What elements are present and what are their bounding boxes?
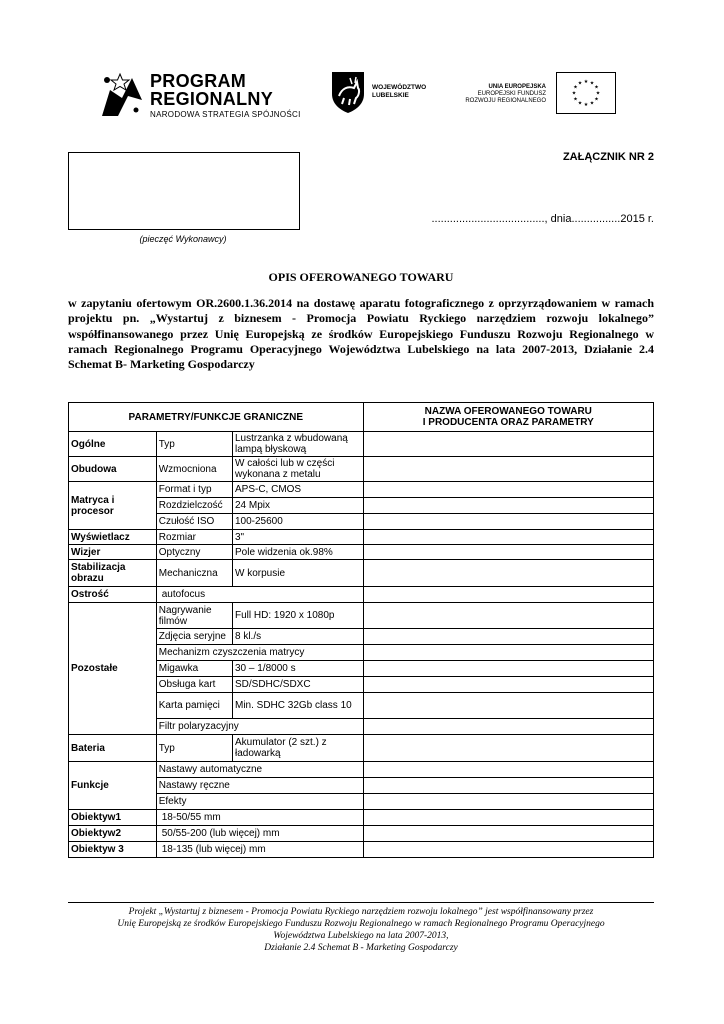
offer-cell[interactable] (363, 482, 653, 498)
header-offered-goods (363, 403, 653, 432)
table-row (69, 457, 654, 482)
contractor-stamp-box (68, 152, 300, 230)
stamp-caption: (pieczęć Wykonawcy) (139, 234, 227, 244)
offer-cell[interactable] (363, 432, 653, 457)
svg-text:★: ★ (589, 100, 595, 107)
footer-divider (68, 902, 654, 903)
offer-cell[interactable] (363, 545, 653, 560)
value-cell: Lustrzanka z wbudowaną lampą błyskową (232, 432, 363, 457)
table-row (69, 482, 654, 498)
svg-text:★: ★ (583, 79, 589, 85)
value-cell: W korpusie (232, 560, 363, 587)
offer-cell[interactable] (363, 530, 653, 545)
offer-cell[interactable] (363, 842, 653, 858)
param-cell: Typ (156, 432, 232, 457)
table-row (69, 498, 654, 514)
param-cell: Format i typ (156, 482, 232, 498)
svg-text:★: ★ (577, 100, 583, 107)
offer-cell[interactable] (363, 719, 653, 735)
param-cell: Mechaniczna (156, 560, 232, 587)
program-regionalny-logo (98, 66, 308, 126)
table-row (69, 629, 654, 645)
category-cell: Matryca i procesor (69, 482, 157, 530)
annex-label: ZAŁĄCZNIK NR 2 (562, 151, 654, 163)
table-row (69, 735, 654, 762)
category-cell: Funkcje (69, 762, 157, 810)
category-cell: Ostrość (69, 587, 157, 603)
category-cell: Bateria (69, 735, 157, 762)
param-cell: Karta pamięci (156, 693, 232, 719)
eu-line2: EUROPEJSKI FUNDUSZ (477, 91, 546, 97)
table-row (69, 794, 654, 810)
value-cell: Pole widzenia ok.98% (232, 545, 363, 560)
offer-cell[interactable] (363, 645, 653, 661)
category-cell: Obiektyw2 (69, 826, 157, 842)
table-row (69, 432, 654, 457)
svg-text:★: ★ (594, 96, 599, 103)
wojewodztwo-lubelskie-logo (330, 70, 440, 116)
param-cell: Migawka (156, 661, 232, 677)
voivodeship-logo-text (372, 84, 426, 100)
table-row (69, 514, 654, 530)
header-offered-line2: I PRODUCENTA ORAZ PARAMETRY (422, 417, 594, 428)
category-cell: Obiektyw1 (69, 810, 157, 826)
date-line: ....................................., dnia................2015 r. (431, 213, 654, 225)
offer-cell[interactable] (363, 514, 653, 530)
value-cell: 3" (232, 530, 363, 545)
svg-text:★: ★ (583, 102, 589, 108)
table-row (69, 762, 654, 778)
category-cell: Pozostałe (69, 603, 157, 735)
table-row (69, 545, 654, 560)
footer (60, 906, 662, 954)
voivodeship-line2: LUBELSKIE (372, 92, 409, 99)
table-row (69, 693, 654, 719)
value-cell: 18-135 (lub więcej) mm (156, 842, 363, 858)
value-cell: 50/55-200 (lub więcej) mm (156, 826, 363, 842)
footer-line2: Unię Europejską ze środków Europejskiego Funduszu Rozwoju Regionalnego w ramach Regionalnego Programu Operacyjnego (117, 919, 605, 929)
footer-line1: Projekt „Wystartuj z biznesem - Promocja Powiatu Ryckiego narzędziem rozwoju lokalnego” jest współfinansowany przez (128, 907, 594, 917)
program-star-icon (98, 70, 144, 118)
offer-cell[interactable] (363, 677, 653, 693)
table-row (69, 842, 654, 858)
svg-text:★: ★ (573, 84, 578, 91)
value-cell: Akumulator (2 szt.) z ładowarką (232, 735, 363, 762)
svg-text:★: ★ (589, 80, 595, 87)
program-logo-line1: PROGRAM (150, 71, 247, 91)
category-cell: Ogólne (69, 432, 157, 457)
offer-cell[interactable] (363, 810, 653, 826)
header-offered-line1: NAZWA OFEROWANEGO TOWARU (424, 406, 592, 417)
program-logo-line2: REGIONALNY (150, 89, 274, 109)
value-cell: SD/SDHC/SDXC (232, 677, 363, 693)
param-cell: Obsługa kart (156, 677, 232, 693)
intro-paragraph: w zapytaniu ofertowym OR.2600.1.36.2014 na dostawę aparatu fotograficznego z oprzyrządowaniem w ramach projektu pn. „Wystartuj z biznesem - Promocja Powiatu Ryckiego narzędziem rozwoju lokalnego” współfinansowanego przez Unię Europejską ze środków Europejskiego Funduszu Rozwoju Regionalnego w ramach Regionalnego Programu Operacyjnego Województwa Lubelskiego na lata 2007-2013, Działanie 2.4 Schemat B- Marketing Gospodarczy (68, 296, 654, 372)
svg-text:★: ★ (594, 84, 599, 91)
value-cell: Min. SDHC 32Gb class 10 (232, 693, 363, 719)
table-row (69, 560, 654, 587)
category-cell: Stabilizacja obrazu (69, 560, 157, 587)
offer-cell[interactable] (363, 457, 653, 482)
param-cell: Wzmocniona (156, 457, 232, 482)
param-cell: Nastawy automatyczne (156, 762, 363, 778)
value-cell: 100-25600 (232, 514, 363, 530)
eu-logo-text (458, 84, 546, 105)
param-cell: Efekty (156, 794, 363, 810)
offer-cell[interactable] (363, 603, 653, 629)
value-cell: 30 – 1/8000 s (232, 661, 363, 677)
table-row (69, 587, 654, 603)
table-header-row (69, 403, 654, 432)
value-cell: 24 Mpix (232, 498, 363, 514)
value-cell: autofocus (156, 587, 363, 603)
param-cell: Rozmiar (156, 530, 232, 545)
offer-cell[interactable] (363, 693, 653, 719)
param-cell: Czułość ISO (156, 514, 232, 530)
table-row (69, 661, 654, 677)
table-row (69, 645, 654, 661)
table-row (69, 826, 654, 842)
offer-cell[interactable] (363, 661, 653, 677)
header-parameters: PARAMETRY/FUNKCJE GRANICZNE (69, 403, 364, 432)
table-row (69, 778, 654, 794)
category-cell: Obudowa (69, 457, 157, 482)
category-cell: Obiektyw 3 (69, 842, 157, 858)
lubelskie-shield-icon (330, 70, 366, 114)
param-cell: Filtr polaryzacyjny (156, 719, 363, 735)
param-cell: Typ (156, 735, 232, 762)
svg-text:★: ★ (573, 96, 578, 103)
footer-line4: Działanie 2.4 Schemat B - Marketing Gospodarczy (264, 943, 458, 953)
spec-table (68, 402, 654, 858)
table-row (69, 810, 654, 826)
table-row (69, 530, 654, 545)
table-row (69, 719, 654, 735)
offer-cell[interactable] (363, 762, 653, 778)
category-cell: Wizjer (69, 545, 157, 560)
table-row (69, 603, 654, 629)
param-cell: Nagrywanie filmów (156, 603, 232, 629)
offer-cell[interactable] (363, 560, 653, 587)
offer-cell[interactable] (363, 629, 653, 645)
offer-cell[interactable] (363, 794, 653, 810)
eu-line3: ROZWOJU REGIONALNEGO (465, 98, 546, 104)
param-cell: Optyczny (156, 545, 232, 560)
svg-text:★: ★ (595, 90, 601, 97)
eu-flag-icon (556, 72, 616, 114)
param-cell: Mechanizm czyszczenia matrycy (156, 645, 363, 661)
param-cell: Rozdzielczość (156, 498, 232, 514)
category-cell: Wyświetlacz (69, 530, 157, 545)
table-row (69, 677, 654, 693)
svg-text:★: ★ (571, 90, 577, 97)
footer-line3: Województwa Lubelskiego na lata 2007-2013, (273, 931, 449, 941)
value-cell: APS-C, CMOS (232, 482, 363, 498)
voivodeship-line1: WOJEWÓDZTWO (372, 84, 427, 91)
param-cell: Zdjęcia seryjne (156, 629, 232, 645)
value-cell: 18-50/55 mm (156, 810, 363, 826)
document-title: OPIS OFEROWANEGO TOWARU (268, 270, 454, 284)
offer-cell[interactable] (363, 498, 653, 514)
program-logo-line3: NARODOWA STRATEGIA SPÓJNOŚCI (150, 110, 301, 119)
param-cell: Nastawy ręczne (156, 778, 363, 794)
svg-text:★: ★ (577, 80, 583, 87)
offer-cell[interactable] (363, 778, 653, 794)
value-cell: Full HD: 1920 x 1080p (232, 603, 363, 629)
offer-cell[interactable] (363, 735, 653, 762)
eu-line1: UNIA EUROPEJSKA (488, 84, 546, 90)
value-cell: 8 kl./s (232, 629, 363, 645)
offer-cell[interactable] (363, 826, 653, 842)
value-cell: W całości lub w części wykonana z metalu (232, 457, 363, 482)
offer-cell[interactable] (363, 587, 653, 603)
